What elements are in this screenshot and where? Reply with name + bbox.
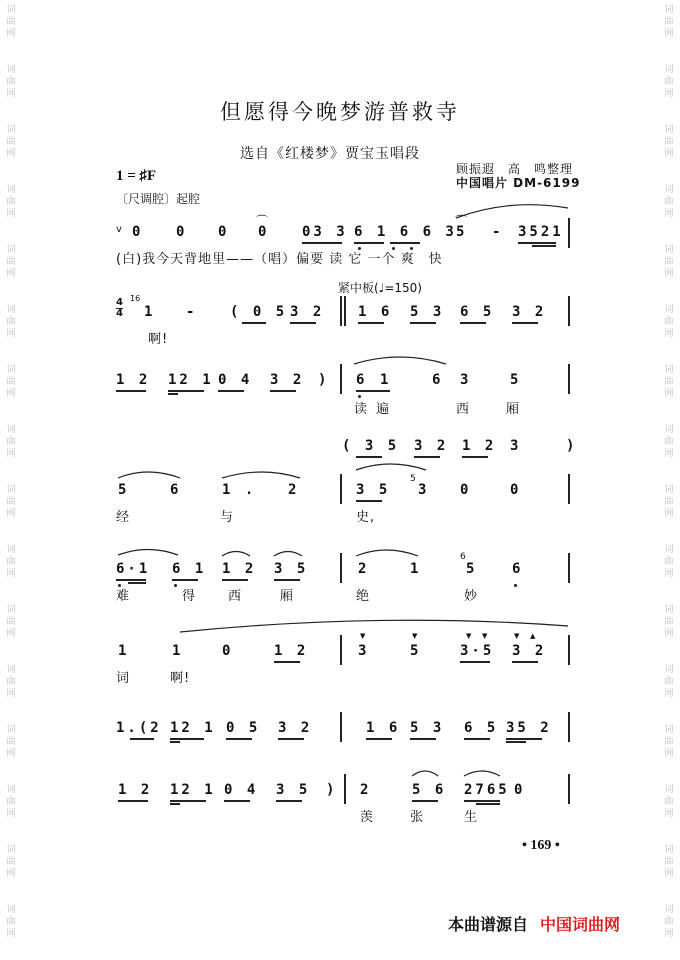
underline	[218, 390, 244, 392]
note: 3	[418, 482, 430, 498]
note: 0	[514, 782, 526, 798]
underline	[476, 803, 500, 805]
note: 1 6	[366, 720, 401, 736]
underline	[168, 393, 178, 395]
underline	[226, 738, 252, 740]
note: 3 5	[274, 561, 309, 577]
underline	[170, 738, 204, 740]
watermark-text: 词 曲 网	[6, 545, 16, 579]
underline	[464, 800, 500, 802]
underline	[224, 800, 250, 802]
time-signature-bottom: 4	[116, 308, 123, 319]
note: 3 5	[276, 782, 311, 798]
note: 3 2	[414, 438, 449, 454]
watermark-text: 词 曲 网	[664, 605, 674, 639]
watermark-text: 词 曲 网	[664, 185, 674, 219]
accent-mark: ▲	[530, 632, 536, 640]
slur	[180, 620, 568, 632]
lyric: 西	[456, 402, 471, 417]
source-label: 本曲谱源自	[448, 915, 529, 934]
note: 0 4	[224, 782, 259, 798]
note: 6 5	[464, 720, 499, 736]
note: 3 2	[512, 643, 547, 659]
slur	[464, 771, 500, 776]
accent-mark: ▼	[466, 632, 472, 640]
note: 6	[432, 372, 444, 388]
watermark-text: 词 曲 网	[6, 845, 16, 879]
underline	[116, 390, 146, 392]
barline	[568, 364, 570, 394]
watermark-text: 词 曲 网	[6, 365, 16, 399]
watermark-text: 词 曲 网	[6, 65, 16, 99]
underline	[222, 579, 248, 581]
mode-label: 〔尺调腔〕起腔	[116, 192, 201, 206]
underline	[462, 456, 488, 458]
fermata: ⌒	[455, 214, 468, 228]
barline	[568, 635, 570, 665]
note: 2	[288, 482, 300, 498]
note: 1.(2	[116, 720, 162, 736]
note: 0 4	[218, 372, 253, 388]
underline	[170, 741, 180, 743]
underline	[358, 322, 384, 324]
note: 3 2	[278, 720, 313, 736]
slur	[118, 550, 178, 556]
note: 2	[360, 782, 372, 798]
watermark-text: 词 曲 网	[664, 365, 674, 399]
underline	[460, 661, 490, 663]
paren: )	[326, 782, 338, 798]
key-signature: 1 = ♯F	[116, 168, 157, 184]
grace-note: 5	[410, 474, 416, 484]
underline	[274, 579, 300, 581]
note: 3 2	[512, 304, 547, 320]
source-credit	[448, 912, 620, 935]
note: 1 .	[222, 482, 257, 498]
lyric: 西	[228, 589, 243, 604]
watermark-text: 词 曲 网	[664, 425, 674, 459]
note: 1 2	[222, 561, 257, 577]
underline	[270, 390, 296, 392]
note: 6 1	[172, 561, 207, 577]
slur	[456, 205, 568, 218]
watermark-text: 词 曲 网	[6, 305, 16, 339]
lyric: 生	[464, 810, 479, 825]
barline	[340, 296, 342, 326]
note: 2765	[464, 782, 510, 798]
watermark-text: 词 曲 网	[6, 905, 16, 939]
note: 3	[510, 438, 522, 454]
note: 6	[512, 561, 524, 577]
grace-note: 6	[460, 552, 466, 562]
watermark-text: 词 曲 网	[664, 305, 674, 339]
barline	[340, 712, 342, 742]
lyric: 啊!	[170, 671, 191, 686]
note: 2	[358, 561, 370, 577]
underline	[116, 579, 146, 581]
lyric: 词	[116, 671, 131, 686]
watermark-text: 词 曲 网	[664, 725, 674, 759]
slur	[356, 550, 418, 556]
paren: )	[566, 438, 578, 454]
lyric: 厢	[280, 589, 295, 604]
slur	[356, 464, 426, 470]
lyric: 读	[354, 402, 369, 417]
lyric: 羡	[360, 810, 375, 825]
underline	[390, 242, 420, 244]
page-title: 但愿得今晚梦游普救寺	[220, 100, 460, 124]
lyric-line: (白)我今天背地里——（唱）偏要 读 它 一个 爽 快	[116, 252, 443, 267]
watermark-text: 词 曲 网	[664, 5, 674, 39]
note: 5	[456, 224, 468, 240]
underline	[506, 738, 542, 740]
underline	[518, 242, 556, 244]
watermark-text: 词 曲 网	[664, 245, 674, 279]
note: 3	[358, 643, 370, 659]
watermark-text: 词 曲 网	[664, 65, 674, 99]
lyric: 厢	[506, 402, 521, 417]
barline	[344, 296, 346, 326]
watermark-text: 词 曲 网	[6, 125, 16, 159]
subtitle: 选自《红楼梦》贾宝玉唱段	[240, 146, 420, 162]
low-octave-dot	[174, 584, 177, 587]
slur	[354, 357, 446, 364]
note: 0	[258, 224, 270, 240]
underline	[128, 582, 146, 584]
source-brand: 中国词曲网	[540, 915, 621, 934]
tempo-marking: 紧中板(♩=150)	[338, 281, 422, 295]
barline	[340, 364, 342, 394]
underline	[118, 800, 148, 802]
note: 3 2	[290, 304, 325, 320]
low-octave-dot	[514, 584, 517, 587]
lyric: 得	[182, 589, 197, 604]
note: 1	[144, 304, 156, 320]
page-number: • 169 •	[522, 838, 560, 853]
note: 1 2	[116, 372, 151, 388]
note: 0	[222, 643, 234, 659]
underline	[302, 242, 342, 244]
note: 5	[410, 643, 422, 659]
accent-mark: ▼	[360, 632, 366, 640]
note: 5	[510, 372, 522, 388]
barline	[568, 218, 570, 248]
lyric: 史,	[356, 510, 376, 525]
barline	[568, 774, 570, 804]
underline	[414, 456, 440, 458]
underline	[274, 661, 300, 663]
watermark-text: 词 曲 网	[664, 905, 674, 939]
note: 5 3	[410, 720, 445, 736]
note: 0	[176, 224, 188, 240]
underline	[464, 738, 490, 740]
barline	[568, 553, 570, 583]
credit-record: 中国唱片 DM-6199	[456, 176, 581, 190]
underline	[278, 738, 304, 740]
note: 03 3	[302, 224, 348, 240]
watermark-text: 词 曲 网	[6, 5, 16, 39]
slur	[222, 472, 300, 478]
slur	[222, 552, 250, 557]
lyric: 妙	[464, 589, 479, 604]
note: 0	[510, 482, 522, 498]
breath-mark: ⅴ	[116, 224, 125, 235]
note: 12 1	[170, 720, 216, 736]
note: -	[492, 224, 504, 240]
underline	[356, 390, 390, 392]
lyric: 难	[116, 589, 131, 604]
underline	[290, 322, 316, 324]
paren: )	[318, 372, 330, 388]
time-signature-top: 4	[116, 297, 123, 308]
note: 12 1	[168, 372, 214, 388]
note: 35 2	[506, 720, 552, 736]
credit-arrangers: 顾振遐 高 鸣整理	[456, 162, 574, 176]
note: 6	[356, 372, 368, 388]
note: 1 2	[462, 438, 497, 454]
watermark-text: 词 曲 网	[6, 485, 16, 519]
note: 6 5	[460, 304, 495, 320]
barline	[340, 553, 342, 583]
underline	[168, 390, 204, 392]
lyric: 绝	[356, 589, 371, 604]
barline	[568, 296, 570, 326]
barline	[340, 474, 342, 504]
lyric: 张	[410, 810, 425, 825]
note: 5	[118, 482, 130, 498]
underline	[412, 800, 438, 802]
accent-mark: ▼	[412, 632, 418, 640]
note: 5 6	[412, 782, 447, 798]
accent-mark: ▼	[482, 632, 488, 640]
underline	[276, 800, 302, 802]
fermata: ⌒	[256, 214, 269, 228]
watermark-text: 词 曲 网	[6, 665, 16, 699]
note: 1 2	[274, 643, 309, 659]
note: 1 6	[358, 304, 393, 320]
note: ( 0 5	[230, 304, 288, 320]
underline	[512, 322, 538, 324]
underline	[410, 738, 436, 740]
underline	[460, 322, 486, 324]
watermark-text: 词 曲 网	[664, 785, 674, 819]
note: 6·1	[116, 561, 151, 577]
note: 1 2	[118, 782, 153, 798]
note: 3 2	[270, 372, 305, 388]
grace-note: 1̇6	[130, 294, 141, 303]
note: ( 3 5	[342, 438, 400, 454]
watermark-text: 词 曲 网	[664, 485, 674, 519]
underline	[170, 800, 206, 802]
note: 3 5	[356, 482, 391, 498]
underline	[354, 242, 384, 244]
note: 1	[172, 643, 184, 659]
note: 6	[170, 482, 182, 498]
lyric: 遍	[376, 402, 391, 417]
barline	[568, 474, 570, 504]
time-signature	[116, 298, 123, 319]
note: 5	[466, 561, 478, 577]
lyric: 与	[220, 510, 235, 525]
watermark-text: 词 曲 网	[664, 545, 674, 579]
lyric: 经	[116, 510, 131, 525]
note: -	[186, 304, 198, 320]
underline	[532, 245, 556, 247]
barline	[568, 712, 570, 742]
underline	[366, 738, 392, 740]
note: 3521	[518, 224, 564, 240]
watermark-text: 词 曲 网	[6, 785, 16, 819]
note: 12 1	[170, 782, 216, 798]
barline	[340, 635, 342, 665]
note: 0	[132, 224, 144, 240]
underline	[410, 322, 436, 324]
note: 3	[460, 372, 472, 388]
underline	[130, 738, 154, 740]
watermark-text: 词 曲 网	[6, 425, 16, 459]
note: 1	[118, 643, 130, 659]
slur	[274, 552, 302, 557]
underline	[242, 322, 266, 324]
barline	[344, 774, 346, 804]
watermark-text: 词 曲 网	[664, 845, 674, 879]
underline	[506, 741, 526, 743]
underline	[356, 500, 382, 502]
underline	[170, 803, 180, 805]
slur	[118, 472, 180, 478]
note: 0	[218, 224, 230, 240]
watermark-text: 词 曲 网	[6, 725, 16, 759]
note: 3·5	[460, 643, 495, 659]
watermark-text: 词 曲 网	[6, 185, 16, 219]
accent-mark: ▼	[514, 632, 520, 640]
underline	[512, 661, 538, 663]
watermark-text: 词 曲 网	[6, 605, 16, 639]
note: 6 1 6 6 3	[354, 224, 457, 240]
underline	[356, 456, 382, 458]
lyric: 啊!	[148, 332, 169, 347]
slur	[412, 771, 438, 776]
note: 0 5	[226, 720, 261, 736]
note: 0	[460, 482, 472, 498]
watermark-text: 词 曲 网	[6, 245, 16, 279]
note: 1	[410, 561, 422, 577]
note: 1	[380, 372, 392, 388]
note: 5 3	[410, 304, 445, 320]
watermark-text: 词 曲 网	[664, 665, 674, 699]
watermark-text: 词 曲 网	[664, 125, 674, 159]
underline	[172, 579, 198, 581]
